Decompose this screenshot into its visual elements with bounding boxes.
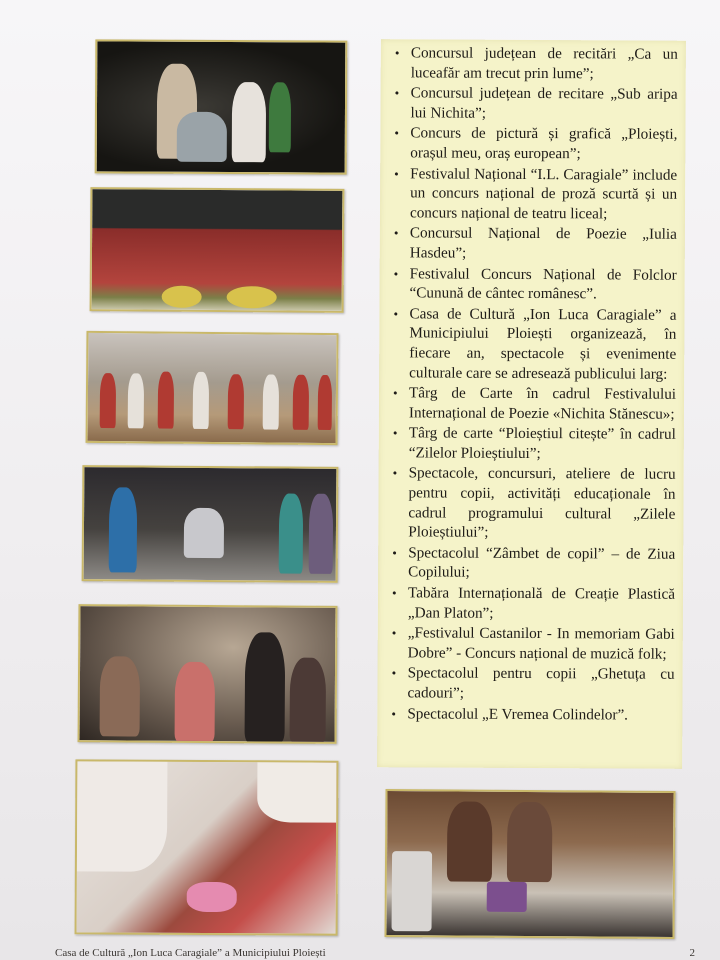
events-list-panel bbox=[377, 39, 686, 769]
photo-book-fair bbox=[384, 789, 675, 939]
bullet-icon: • bbox=[393, 225, 399, 241]
list-item: • Festivalul Național “I.L. Caragiale” include un concurs național de proză scurtă și un concurs național de teatru liceal; bbox=[394, 164, 678, 223]
bullet-icon: • bbox=[393, 265, 399, 281]
bullet-icon: • bbox=[391, 585, 397, 601]
list-item: • Târg de carte “Ploieștiul citește” în cadrul “Zilelor Ploieștiului”; bbox=[392, 424, 676, 462]
page-number: 2 bbox=[689, 947, 695, 959]
photo-folk-dancers bbox=[86, 331, 339, 445]
list-item: • Tabăra Internațională de Creație Plastică „Dan Platon”; bbox=[391, 584, 676, 622]
bullet-icon: • bbox=[392, 425, 398, 441]
footer-text: Casa de Cultură „Ion Luca Caragiale” a Municipiului Ploiești bbox=[55, 947, 326, 959]
list-item: • Casa de Cultură „Ion Luca Caragiale” a Municipiului Ploiești organizează, în fiecare an, spectacole și evenimente culturale care se adresează publicului larg: bbox=[393, 305, 677, 383]
list-item: • Spectacolul “Zâmbet de copil” – de Ziua Copilului; bbox=[392, 544, 676, 582]
bullet-icon: • bbox=[392, 545, 397, 561]
list-item: • „Festivalul Castanilor - In memoriam Gabi Dobre” - Concurs național de muzică folk; bbox=[391, 624, 675, 663]
bullet-icon: • bbox=[391, 625, 397, 641]
photo-audience bbox=[78, 604, 338, 744]
list-item: • Concurs de pictură și grafică „Ploiești, orașul meu, oraș european”; bbox=[394, 124, 678, 163]
list-item: • Spectacolul „E Vremea Colindelor”. bbox=[391, 704, 629, 724]
list-item: • Festivalul Concurs Național de Folclor “Cunună de cântec românesc”. bbox=[393, 264, 677, 303]
photo-recitation-stage bbox=[95, 39, 348, 174]
bullet-icon: • bbox=[391, 665, 397, 681]
bullet-icon: • bbox=[391, 705, 396, 721]
bullet-icon: • bbox=[394, 125, 400, 141]
list-item: • Spectacolul pentru copii „Ghetuța cu cadouri”; bbox=[391, 664, 675, 702]
list-item: • Concursul Național de Poezie „Iulia Hasdeu”; bbox=[393, 224, 677, 262]
photo-musicians bbox=[82, 465, 339, 583]
bullet-icon: • bbox=[394, 85, 400, 101]
events-list bbox=[389, 43, 678, 725]
list-item: • Târg de Carte în cadrul Festivalului Internațional de Poezie «Nichita Stănescu»; bbox=[393, 384, 677, 423]
bullet-icon: • bbox=[394, 45, 400, 61]
bullet-icon: • bbox=[393, 385, 398, 401]
photo-choir bbox=[90, 187, 345, 313]
bullet-icon: • bbox=[392, 465, 398, 481]
list-item: • Spectacole, concursuri, ateliere de lucru pentru copii, activități educaționale în cadrul programului cultural „Zilele Ploieștiului”; bbox=[392, 464, 676, 542]
bullet-icon: • bbox=[394, 165, 399, 181]
list-item: • Concursul județean de recitare „Sub aripa lui Nichita”; bbox=[394, 84, 678, 122]
bullet-icon: • bbox=[393, 305, 399, 322]
page-footer bbox=[55, 947, 695, 960]
list-item: • Concursul județean de recitări „Ca un luceafăr am trecut prin lume”; bbox=[394, 44, 678, 82]
photo-children-painting bbox=[75, 759, 339, 935]
